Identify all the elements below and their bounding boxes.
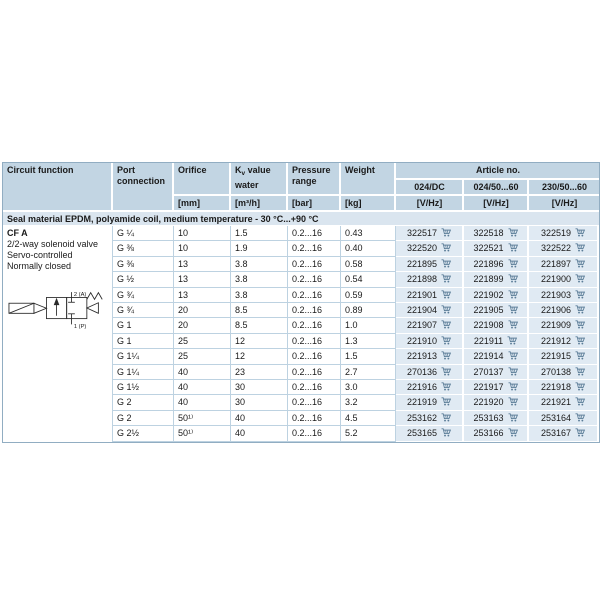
weight-cell: 0.89 xyxy=(341,303,396,318)
article-number-cell xyxy=(529,272,599,287)
port-connection-cell: G 1 xyxy=(113,334,174,349)
article-number-link[interactable]: 221921 xyxy=(540,397,572,408)
article-number-link[interactable]: 221911 xyxy=(473,335,504,346)
kv-symbol: K xyxy=(235,165,242,175)
port-connection-cell: G 2 xyxy=(113,395,174,410)
article-number-link[interactable]: 221902 xyxy=(473,289,504,300)
pressure-range-cell: 0.2...16 xyxy=(288,380,341,395)
weight-cell: 0.54 xyxy=(341,272,396,287)
article-number-cell xyxy=(529,349,599,364)
article-number-link[interactable]: 221918 xyxy=(540,382,572,393)
article-number-link[interactable]: 253166 xyxy=(473,428,504,439)
unit-voltage-2: [V/Hz] xyxy=(464,196,529,212)
pressure-range-cell: 0.2...16 xyxy=(288,334,341,349)
article-number-cell xyxy=(396,349,464,364)
port-connection-cell: G ⅜ xyxy=(113,257,174,272)
port-connection-cell: G ¼ xyxy=(113,226,174,241)
add-to-cart-icon[interactable] xyxy=(508,274,518,283)
orifice-cell: 13 xyxy=(174,288,231,303)
add-to-cart-icon[interactable] xyxy=(507,336,517,345)
pressure-range-cell: 0.2...16 xyxy=(288,411,341,426)
port-connection-cell: G 1¼ xyxy=(113,365,174,380)
article-number-cell xyxy=(396,303,464,318)
unit-weight: [kg] xyxy=(341,196,396,212)
orifice-cell: 20 xyxy=(174,303,231,318)
article-number-link[interactable]: 221914 xyxy=(473,351,504,362)
orifice-cell: 20 xyxy=(174,318,231,333)
add-to-cart-icon[interactable] xyxy=(441,228,451,237)
add-to-cart-icon[interactable] xyxy=(575,259,585,268)
pressure-range-cell: 0.2...16 xyxy=(288,349,341,364)
article-number-cell xyxy=(396,395,464,410)
weight-cell: 0.59 xyxy=(341,288,396,303)
add-to-cart-icon[interactable] xyxy=(441,367,451,376)
col-header-weight: Weight xyxy=(341,163,396,196)
article-number-link[interactable]: 221915 xyxy=(540,351,572,362)
article-number-cell xyxy=(464,411,529,426)
add-to-cart-icon[interactable] xyxy=(575,336,585,345)
add-to-cart-icon[interactable] xyxy=(575,274,585,283)
add-to-cart-icon[interactable] xyxy=(575,428,585,437)
article-number-link[interactable]: 221906 xyxy=(540,305,572,316)
col-header-024dc: 024/DC xyxy=(396,180,464,196)
port-label-bottom: 1 (P) xyxy=(73,324,87,330)
article-number-link[interactable]: 221898 xyxy=(406,274,438,285)
circuit-description-line: 2/2-way solenoid valve xyxy=(7,239,99,249)
add-to-cart-icon[interactable] xyxy=(441,305,451,314)
col-header-orifice: Orifice xyxy=(174,163,231,196)
kv-value-cell: 12 xyxy=(231,349,288,364)
add-to-cart-icon[interactable] xyxy=(441,428,451,437)
add-to-cart-icon[interactable] xyxy=(441,274,451,283)
article-number-cell xyxy=(529,426,599,441)
orifice-cell: 50¹⁾ xyxy=(174,411,231,426)
orifice-cell: 13 xyxy=(174,257,231,272)
add-to-cart-icon[interactable] xyxy=(508,290,518,299)
add-to-cart-icon[interactable] xyxy=(441,397,451,406)
add-to-cart-icon[interactable] xyxy=(575,305,585,314)
article-number-link[interactable]: 221917 xyxy=(473,382,504,393)
article-number-link[interactable]: 253167 xyxy=(540,428,572,439)
weight-cell: 4.5 xyxy=(341,411,396,426)
kv-value-cell: 30 xyxy=(231,380,288,395)
col-header-kv-value xyxy=(231,163,288,196)
article-number-link[interactable]: 221905 xyxy=(473,305,504,316)
col-header-circuit-function: Circuit function xyxy=(3,163,113,212)
add-to-cart-icon[interactable] xyxy=(575,243,585,252)
article-number-link[interactable]: 221919 xyxy=(406,397,438,408)
weight-cell: 2.7 xyxy=(341,365,396,380)
section-row xyxy=(3,212,599,227)
article-number-link[interactable]: 322519 xyxy=(540,228,572,238)
table-row xyxy=(3,226,599,241)
article-number-link[interactable]: 221910 xyxy=(406,335,438,346)
orifice-cell: 10 xyxy=(174,241,231,256)
circuit-description-line: Servo-controlled xyxy=(7,250,73,260)
article-number-link[interactable]: 322517 xyxy=(406,228,438,238)
weight-cell: 1.3 xyxy=(341,334,396,349)
add-to-cart-icon[interactable] xyxy=(508,228,518,237)
article-number-link[interactable]: 322520 xyxy=(406,243,438,254)
add-to-cart-icon[interactable] xyxy=(508,382,518,391)
add-to-cart-icon[interactable] xyxy=(575,228,585,237)
article-number-cell xyxy=(396,411,464,426)
article-number-link[interactable]: 221909 xyxy=(540,320,572,331)
orifice-cell: 25 xyxy=(174,334,231,349)
port-connection-cell: G ⅜ xyxy=(113,241,174,256)
add-to-cart-icon[interactable] xyxy=(441,351,451,360)
article-number-link[interactable]: 253165 xyxy=(406,428,438,439)
article-number-cell xyxy=(396,257,464,272)
port-connection-cell: G 1 xyxy=(113,318,174,333)
article-number-link[interactable]: 221916 xyxy=(406,382,438,393)
article-number-cell xyxy=(396,241,464,256)
kv-value-cell: 8.5 xyxy=(231,318,288,333)
add-to-cart-icon[interactable] xyxy=(575,413,585,422)
article-number-link[interactable]: 270137 xyxy=(473,366,504,377)
article-number-link[interactable]: 221900 xyxy=(540,274,572,285)
add-to-cart-icon[interactable] xyxy=(441,243,451,252)
article-number-link[interactable]: 270138 xyxy=(540,366,572,377)
add-to-cart-icon[interactable] xyxy=(575,351,585,360)
port-connection-cell: G 2 xyxy=(113,411,174,426)
add-to-cart-icon[interactable] xyxy=(575,320,585,329)
article-number-cell xyxy=(396,334,464,349)
article-number-link[interactable]: 322518 xyxy=(473,228,504,238)
article-number-link[interactable]: 221904 xyxy=(406,305,438,316)
circuit-code: CF A xyxy=(7,228,28,238)
article-number-link[interactable]: 221913 xyxy=(406,351,438,362)
add-to-cart-icon[interactable] xyxy=(441,336,451,345)
col-header-pressure-range: Pressure range xyxy=(288,163,341,196)
add-to-cart-icon[interactable] xyxy=(508,259,518,268)
article-number-link[interactable]: 322521 xyxy=(473,243,504,254)
kv-value-cell: 1.5 xyxy=(231,226,288,241)
add-to-cart-icon[interactable] xyxy=(508,397,518,406)
article-number-link[interactable]: 270136 xyxy=(406,366,438,377)
kv-value-cell: 3.8 xyxy=(231,288,288,303)
port-connection-cell: G ¾ xyxy=(113,303,174,318)
port-label-top: 2 (A) xyxy=(73,292,87,299)
add-to-cart-icon[interactable] xyxy=(508,367,518,376)
add-to-cart-icon[interactable] xyxy=(441,290,451,299)
col-header-024-50-60: 024/50...60 xyxy=(464,180,529,196)
article-number-cell xyxy=(396,288,464,303)
article-number-cell xyxy=(464,303,529,318)
pressure-range-cell: 0.2...16 xyxy=(288,226,341,241)
valve-schematic-icon xyxy=(8,288,108,330)
add-to-cart-icon[interactable] xyxy=(508,351,518,360)
kv-value-cell: 8.5 xyxy=(231,303,288,318)
article-number-cell xyxy=(396,318,464,333)
spec-table-body xyxy=(3,212,599,442)
article-number-link[interactable]: 253164 xyxy=(540,412,572,423)
weight-cell: 3.2 xyxy=(341,395,396,410)
section-title: Seal material EPDM, polyamide coil, medium temperature - 30 °C...+90 °C xyxy=(3,212,599,227)
article-number-link[interactable]: 221908 xyxy=(473,320,504,331)
article-number-link[interactable]: 221896 xyxy=(473,258,504,269)
unit-voltage-1: [V/Hz] xyxy=(396,196,464,212)
port-connection-cell: G ½ xyxy=(113,272,174,287)
article-number-link[interactable]: 221903 xyxy=(540,289,572,300)
col-header-port-connection: Port connection xyxy=(113,163,174,212)
kv-value-cell: 40 xyxy=(231,426,288,441)
article-number-cell xyxy=(529,395,599,410)
article-number-cell xyxy=(464,318,529,333)
article-number-cell xyxy=(464,241,529,256)
circuit-description-line: Normally closed xyxy=(7,261,72,271)
article-number-cell xyxy=(464,334,529,349)
add-to-cart-icon[interactable] xyxy=(508,413,518,422)
orifice-cell: 40 xyxy=(174,395,231,410)
col-header-230-50-60: 230/50...60 xyxy=(529,180,599,196)
kv-value-cell: 23 xyxy=(231,365,288,380)
article-number-cell xyxy=(529,257,599,272)
article-number-cell xyxy=(396,272,464,287)
add-to-cart-icon[interactable] xyxy=(508,428,518,437)
add-to-cart-icon[interactable] xyxy=(441,320,451,329)
weight-cell: 5.2 xyxy=(341,426,396,441)
add-to-cart-icon[interactable] xyxy=(508,305,518,314)
pressure-range-cell: 0.2...16 xyxy=(288,241,341,256)
weight-cell: 0.40 xyxy=(341,241,396,256)
article-number-link[interactable]: 221899 xyxy=(473,274,504,285)
unit-pressure: [bar] xyxy=(288,196,341,212)
article-number-cell xyxy=(529,226,599,241)
article-number-cell xyxy=(396,380,464,395)
valve-spec-table xyxy=(2,162,600,443)
pressure-range-cell: 0.2...16 xyxy=(288,318,341,333)
add-to-cart-icon[interactable] xyxy=(575,290,585,299)
add-to-cart-icon[interactable] xyxy=(441,413,451,422)
kv-subscript: v xyxy=(241,170,246,177)
add-to-cart-icon[interactable] xyxy=(441,259,451,268)
valve-symbol xyxy=(8,288,108,332)
orifice-cell: 13 xyxy=(174,272,231,287)
pressure-range-cell: 0.2...16 xyxy=(288,395,341,410)
port-connection-cell: G 1¼ xyxy=(113,349,174,364)
article-number-cell xyxy=(529,318,599,333)
article-number-cell xyxy=(464,426,529,441)
article-number-cell xyxy=(464,272,529,287)
article-number-cell xyxy=(396,365,464,380)
article-number-cell xyxy=(396,426,464,441)
article-number-link[interactable]: 322522 xyxy=(540,243,572,254)
article-number-cell xyxy=(529,303,599,318)
unit-orifice: [mm] xyxy=(174,196,231,212)
article-number-link[interactable]: 221895 xyxy=(406,258,438,269)
port-connection-cell: G ¾ xyxy=(113,288,174,303)
add-to-cart-icon[interactable] xyxy=(508,243,518,252)
weight-cell: 3.0 xyxy=(341,380,396,395)
kv-value-cell: 12 xyxy=(231,334,288,349)
kv-value-cell: 40 xyxy=(231,411,288,426)
port-connection-cell: G 2½ xyxy=(113,426,174,441)
pressure-range-cell: 0.2...16 xyxy=(288,426,341,441)
article-number-cell xyxy=(529,334,599,349)
add-to-cart-icon[interactable] xyxy=(575,367,585,376)
orifice-cell: 25 xyxy=(174,349,231,364)
article-number-cell xyxy=(529,241,599,256)
add-to-cart-icon[interactable] xyxy=(575,397,585,406)
article-number-cell xyxy=(529,380,599,395)
orifice-cell: 40 xyxy=(174,380,231,395)
pressure-range-cell: 0.2...16 xyxy=(288,257,341,272)
article-number-cell xyxy=(464,288,529,303)
article-number-cell xyxy=(464,349,529,364)
article-number-cell xyxy=(396,226,464,241)
article-number-link[interactable]: 221912 xyxy=(540,335,572,346)
article-number-cell xyxy=(529,365,599,380)
col-header-article-no: Article no. xyxy=(396,163,599,180)
port-connection-cell: G 1½ xyxy=(113,380,174,395)
article-number-cell xyxy=(464,365,529,380)
article-number-link[interactable]: 221897 xyxy=(540,258,572,269)
weight-cell: 0.43 xyxy=(341,226,396,241)
orifice-cell: 50¹⁾ xyxy=(174,426,231,441)
article-number-cell xyxy=(464,226,529,241)
article-number-link[interactable]: 221901 xyxy=(406,289,438,300)
pressure-range-cell: 0.2...16 xyxy=(288,365,341,380)
kv-value-cell: 3.8 xyxy=(231,272,288,287)
article-number-cell xyxy=(529,288,599,303)
weight-cell: 0.58 xyxy=(341,257,396,272)
article-number-cell xyxy=(464,380,529,395)
article-number-link[interactable]: 253162 xyxy=(406,412,438,423)
add-to-cart-icon[interactable] xyxy=(441,382,451,391)
unit-kv: [m³/h] xyxy=(231,196,288,212)
kv-value-cell: 30 xyxy=(231,395,288,410)
article-number-link[interactable]: 221920 xyxy=(473,397,504,408)
pressure-range-cell: 0.2...16 xyxy=(288,303,341,318)
table-header xyxy=(3,163,599,212)
weight-cell: 1.0 xyxy=(341,318,396,333)
add-to-cart-icon[interactable] xyxy=(575,382,585,391)
weight-cell: 1.5 xyxy=(341,349,396,364)
add-to-cart-icon[interactable] xyxy=(508,320,518,329)
orifice-cell: 40 xyxy=(174,365,231,380)
kv-label-rest: value water xyxy=(235,165,271,190)
article-number-link[interactable]: 253163 xyxy=(473,412,504,423)
article-number-cell xyxy=(529,411,599,426)
circuit-function-cell xyxy=(3,226,113,442)
unit-voltage-3: [V/Hz] xyxy=(529,196,599,212)
pressure-range-cell: 0.2...16 xyxy=(288,272,341,287)
kv-value-cell: 3.8 xyxy=(231,257,288,272)
orifice-cell: 10 xyxy=(174,226,231,241)
pressure-range-cell: 0.2...16 xyxy=(288,288,341,303)
article-number-cell xyxy=(464,257,529,272)
article-number-link[interactable]: 221907 xyxy=(406,320,438,331)
article-number-cell xyxy=(464,395,529,410)
kv-value-cell: 1.9 xyxy=(231,241,288,256)
